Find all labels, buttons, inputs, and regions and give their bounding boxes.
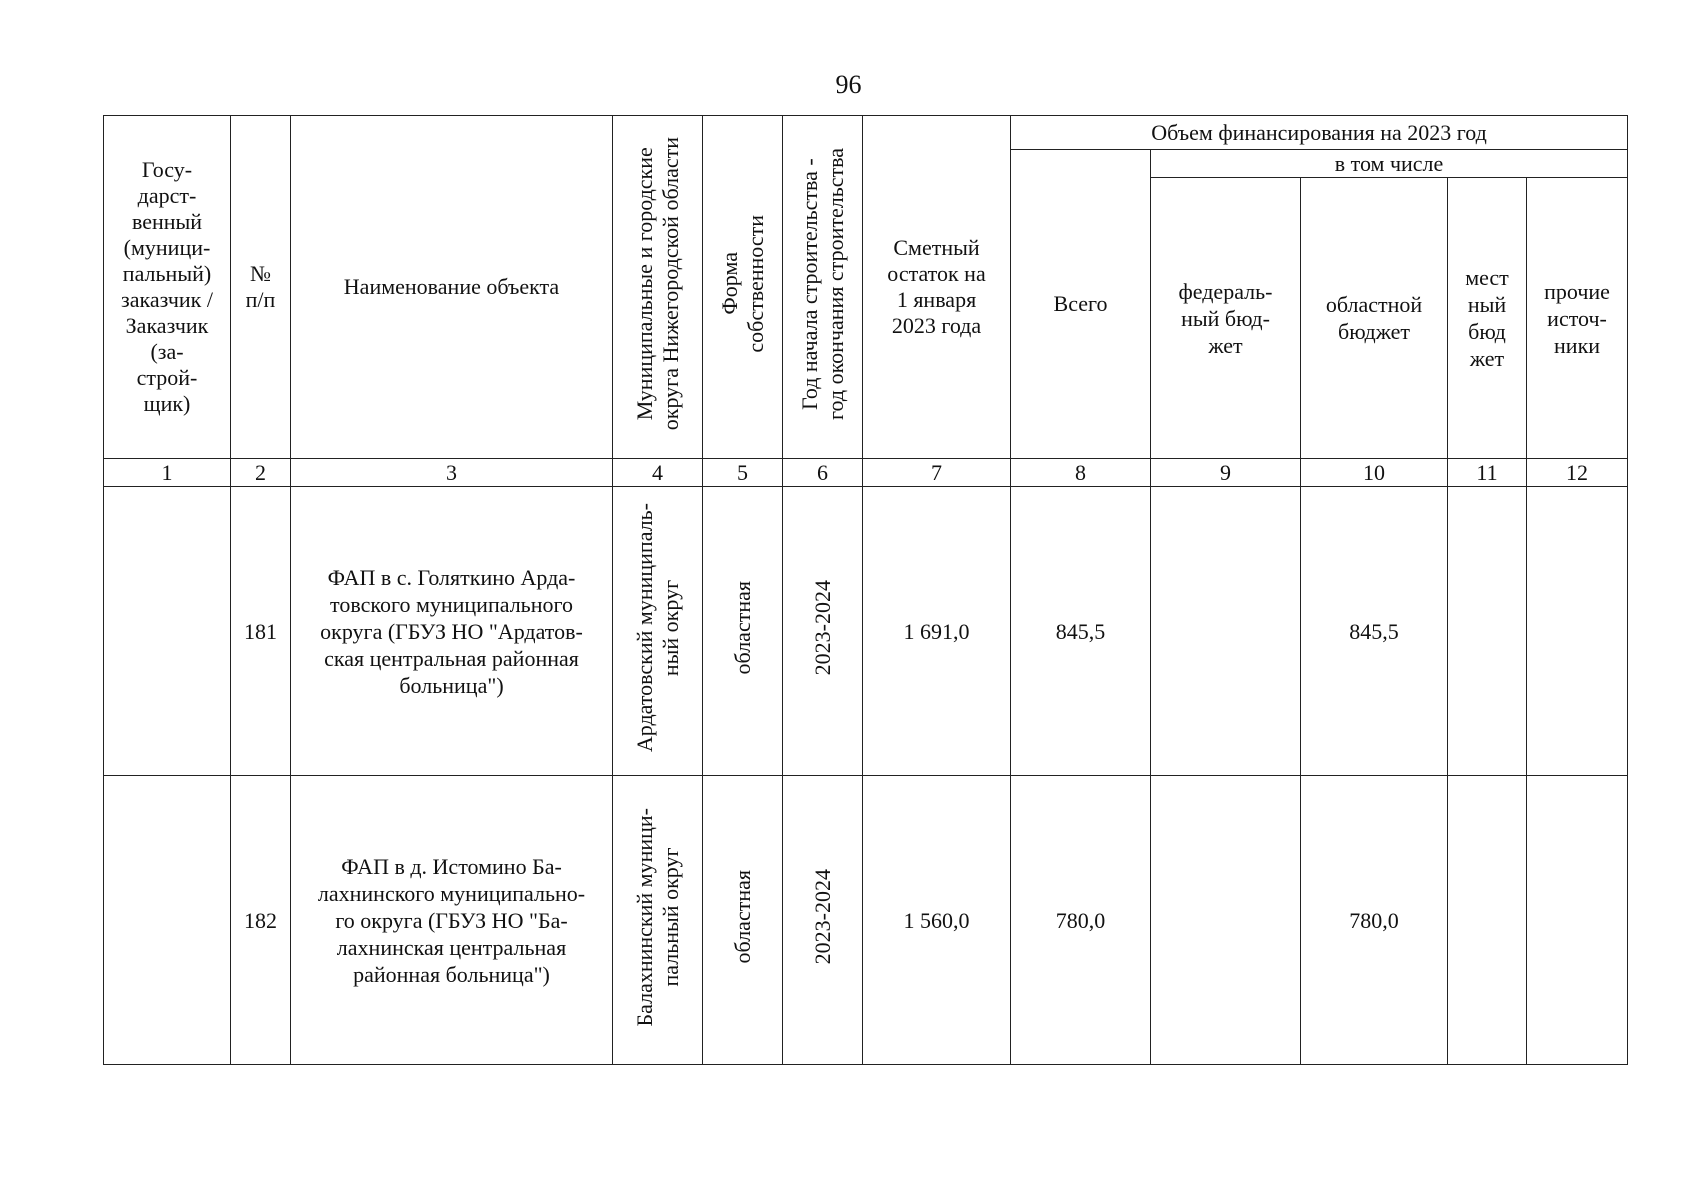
header-ownership: Форма собственности — [703, 116, 783, 459]
column-number: 12 — [1527, 459, 1628, 487]
cell-customer — [104, 487, 231, 776]
cell-total: 845,5 — [1011, 487, 1151, 776]
cell-other — [1527, 487, 1628, 776]
header-total: Всего — [1011, 150, 1151, 459]
cell-regional: 845,5 — [1301, 487, 1448, 776]
table-row — [104, 487, 1628, 776]
header-number: № п/п — [231, 116, 291, 459]
header-object-name: Наименование объекта — [291, 116, 613, 459]
cell-object-name: ФАП в д. Истомино Ба- лахнинского муниципально- го округа (ГБУЗ НО "Ба- лахнинская центральная районная больница") — [291, 776, 613, 1065]
header-customer: Госу- дарст- венный (муници- пальный) заказчик / Заказчик (за- строй- щик) — [104, 116, 231, 459]
cell-years: 2023-2024 — [783, 776, 863, 1065]
column-number: 1 — [104, 459, 231, 487]
cell-federal — [1151, 487, 1301, 776]
column-number: 2 — [231, 459, 291, 487]
cell-local — [1448, 487, 1527, 776]
header-district: Муниципальные и городские округа Нижегородской области — [613, 116, 703, 459]
header-local-budget: мест ный бюд жет — [1448, 178, 1527, 459]
header-including: в том числе — [1151, 150, 1628, 178]
cell-number: 182 — [231, 776, 291, 1065]
column-number: 8 — [1011, 459, 1151, 487]
cell-local — [1448, 776, 1527, 1065]
header-years: Год начала строительства - год окончания строительства — [783, 116, 863, 459]
column-number: 9 — [1151, 459, 1301, 487]
header-row-1 — [104, 116, 1628, 150]
cell-customer — [104, 776, 231, 1065]
page-number: 96 — [835, 70, 862, 99]
cell-other — [1527, 776, 1628, 1065]
cell-number: 181 — [231, 487, 291, 776]
financing-table — [103, 115, 1628, 1065]
cell-ownership: областная — [703, 487, 783, 776]
header-estimate-balance: Сметный остаток на 1 января 2023 года — [863, 116, 1011, 459]
cell-object-name: ФАП в с. Голяткино Арда- товского муниципального округа (ГБУЗ НО "Ардатов- ская центральная районная больница") — [291, 487, 613, 776]
column-number: 4 — [613, 459, 703, 487]
column-number: 11 — [1448, 459, 1527, 487]
column-number: 7 — [863, 459, 1011, 487]
cell-years: 2023-2024 — [783, 487, 863, 776]
cell-district: Ардатовский муниципаль- ный округ — [613, 487, 703, 776]
header-financing-group: Объем финансирования на 2023 год — [1011, 116, 1628, 150]
header-other-sources: прочие источ- ники — [1527, 178, 1628, 459]
cell-ownership: областная — [703, 776, 783, 1065]
cell-total: 780,0 — [1011, 776, 1151, 1065]
column-number: 3 — [291, 459, 613, 487]
column-number: 10 — [1301, 459, 1448, 487]
cell-estimate-balance: 1 560,0 — [863, 776, 1011, 1065]
cell-district: Балахнинский муници- пальный округ — [613, 776, 703, 1065]
column-number: 5 — [703, 459, 783, 487]
header-federal-budget: федераль- ный бюд- жет — [1151, 178, 1301, 459]
column-number: 6 — [783, 459, 863, 487]
cell-federal — [1151, 776, 1301, 1065]
header-regional-budget: областной бюджет — [1301, 178, 1448, 459]
table-row — [104, 776, 1628, 1065]
cell-estimate-balance: 1 691,0 — [863, 487, 1011, 776]
column-number-row — [104, 459, 1628, 487]
cell-regional: 780,0 — [1301, 776, 1448, 1065]
